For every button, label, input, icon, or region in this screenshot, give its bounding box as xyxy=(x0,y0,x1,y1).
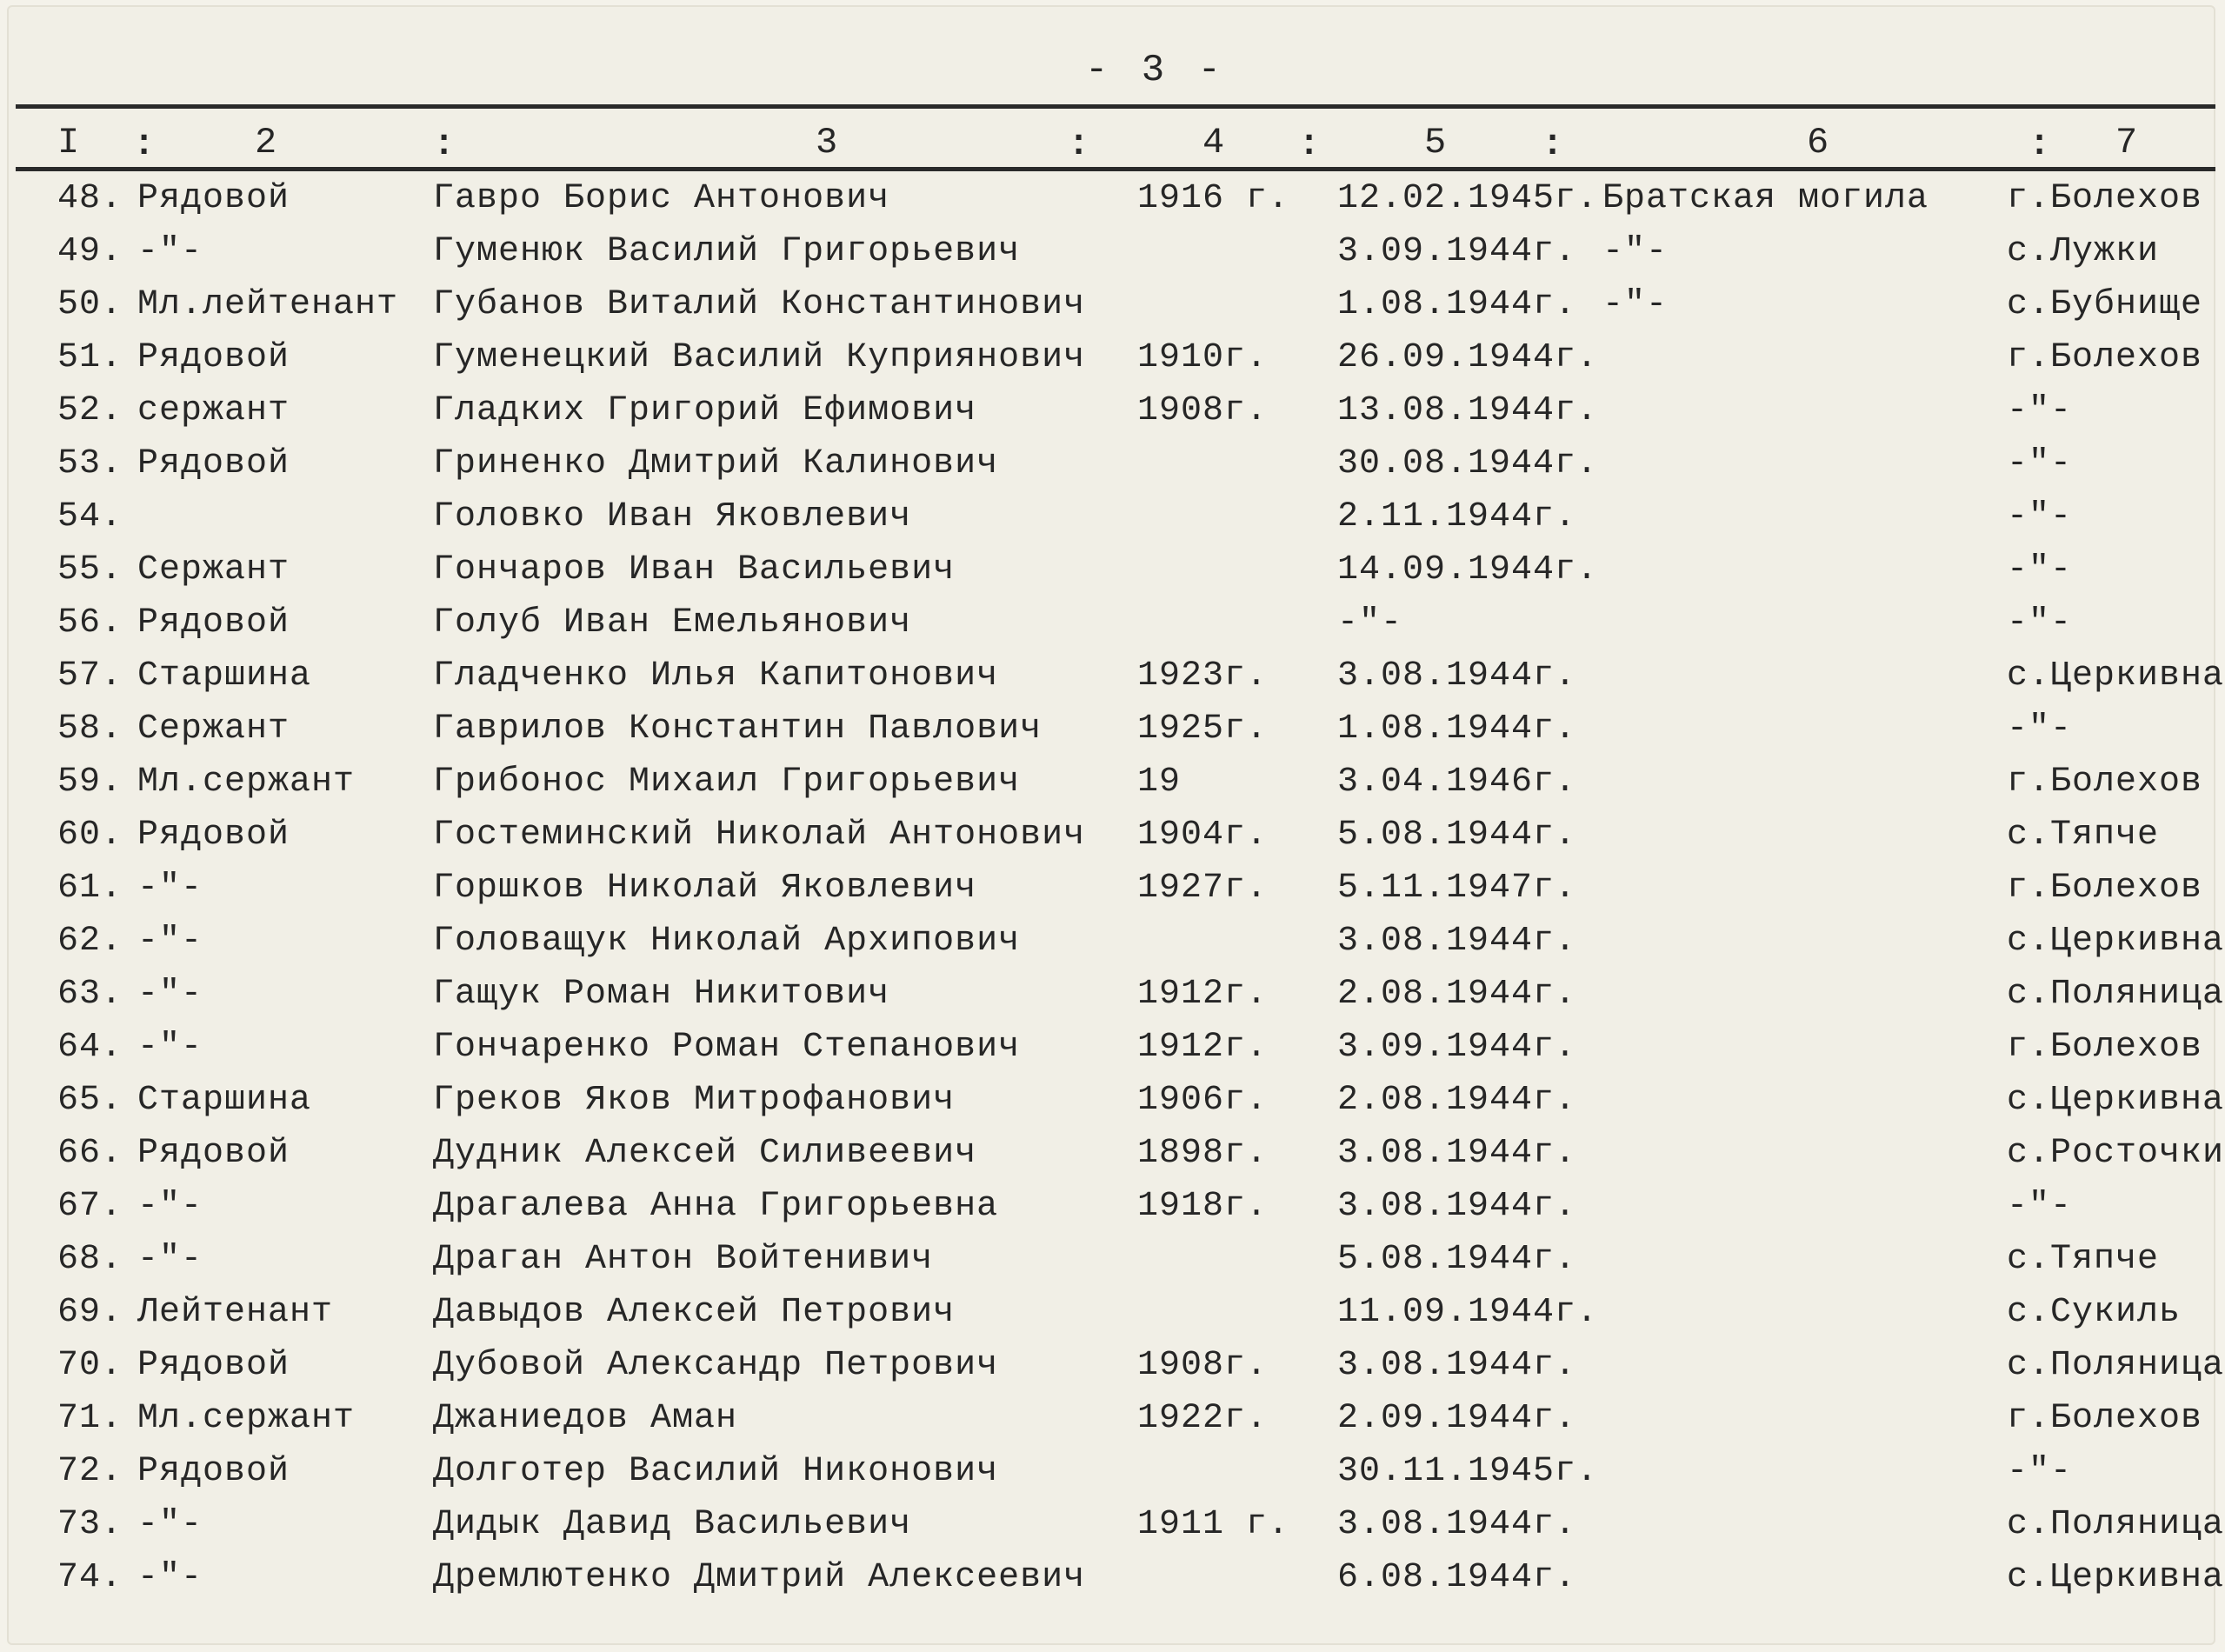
burial-place: г.Болехов xyxy=(2007,1028,2203,1067)
full-name: Головащук Николай Архипович xyxy=(433,922,1021,961)
burial-place: с.Сукиль xyxy=(2007,1293,2182,1332)
death-date: 6.08.1944г. xyxy=(1337,1558,1577,1597)
burial-place: с.Росточки xyxy=(2007,1134,2225,1173)
rank: -"- xyxy=(137,1240,203,1279)
burial-place: -"- xyxy=(2007,550,2073,590)
table-row xyxy=(7,816,2215,868)
table-row xyxy=(7,869,2215,921)
rank: Старшина xyxy=(137,656,312,696)
full-name: Гончаренко Роман Степанович xyxy=(433,1028,1021,1067)
burial-place: г.Болехов xyxy=(2007,1399,2203,1438)
header-rule xyxy=(16,167,2215,171)
table-row xyxy=(7,1558,2225,1610)
full-name: Гуменецкий Василий Куприянович xyxy=(433,338,1086,377)
birth-year: 1908г. xyxy=(1137,391,1269,430)
full-name: Дидык Давид Васильевич xyxy=(433,1505,912,1544)
death-date: 11.09.1944г. xyxy=(1337,1293,1599,1332)
full-name: Драган Антон Войтенивич xyxy=(433,1240,934,1279)
burial-place: с.Церкивна xyxy=(2007,1558,2225,1597)
full-name: Дудник Алексей Силивеевич xyxy=(433,1134,977,1173)
death-date: 30.11.1945г. xyxy=(1337,1452,1599,1491)
full-name: Джаниедов Аман xyxy=(433,1399,738,1438)
row-number: 74. xyxy=(57,1558,123,1597)
full-name: Губанов Виталий Константинович xyxy=(433,285,1086,324)
row-number: 72. xyxy=(57,1452,123,1491)
rank: Рядовой xyxy=(137,1346,290,1385)
column-header-7: 7 xyxy=(2115,122,2138,163)
death-date: 5.08.1944г. xyxy=(1337,816,1577,855)
table-row xyxy=(7,1028,2215,1080)
table-row xyxy=(7,338,2215,390)
full-name: Грибонос Михаил Григорьевич xyxy=(433,763,1021,802)
table-row xyxy=(7,1505,2225,1557)
burial-type: Братская могила xyxy=(1602,179,1929,218)
birth-year: 1898г. xyxy=(1137,1134,1269,1173)
top-rule xyxy=(16,104,2215,109)
burial-type: -"- xyxy=(1602,232,1669,271)
table-row xyxy=(7,550,2215,603)
column-header-6: 6 xyxy=(1807,122,1829,163)
birth-year: 19 xyxy=(1137,763,1182,802)
row-number: 48. xyxy=(57,179,123,218)
death-date: 3.04.1946г. xyxy=(1337,763,1577,802)
burial-place: с.Поляница xyxy=(2007,1505,2225,1544)
full-name: Гащук Роман Никитович xyxy=(433,975,890,1014)
rank: Мл.лейтенант xyxy=(137,285,399,324)
row-number: 51. xyxy=(57,338,123,377)
table-row xyxy=(7,1134,2225,1186)
death-date: 3.08.1944г. xyxy=(1337,1187,1577,1226)
row-number: 55. xyxy=(57,550,123,590)
burial-place: г.Болехов xyxy=(2007,338,2203,377)
burial-place: г.Болехов xyxy=(2007,179,2203,218)
column-header-4: 4 xyxy=(1202,122,1225,163)
rank: Мл.сержант xyxy=(137,1399,356,1438)
rank: -"- xyxy=(137,1505,203,1544)
full-name: Гладченко Илья Капитонович xyxy=(433,656,999,696)
rank: -"- xyxy=(137,1558,203,1597)
rank: Мл.сержант xyxy=(137,763,356,802)
table-row xyxy=(7,1240,2215,1292)
death-date: 5.08.1944г. xyxy=(1337,1240,1577,1279)
row-number: 57. xyxy=(57,656,123,696)
rank: -"- xyxy=(137,1028,203,1067)
rank: Рядовой xyxy=(137,603,290,643)
column-header-3: 3 xyxy=(816,122,838,163)
burial-type: -"- xyxy=(1602,285,1669,324)
full-name: Греков Яков Митрофанович xyxy=(433,1081,956,1120)
birth-year: 1908г. xyxy=(1137,1346,1269,1385)
birth-year: 1922г. xyxy=(1137,1399,1269,1438)
burial-place: с.Церкивна xyxy=(2007,1081,2225,1120)
death-date: 1.08.1944г. xyxy=(1337,709,1577,749)
death-date: 3.08.1944г. xyxy=(1337,922,1577,961)
table-row xyxy=(7,1346,2225,1398)
rank: Рядовой xyxy=(137,1134,290,1173)
full-name: Гаврилов Константин Павлович xyxy=(433,709,1043,749)
row-number: 53. xyxy=(57,444,123,483)
rank: Сержант xyxy=(137,709,290,749)
rank: Рядовой xyxy=(137,816,290,855)
row-number: 69. xyxy=(57,1293,123,1332)
burial-place: с.Тяпче xyxy=(2007,816,2160,855)
full-name: Драгалева Анна Григорьевна xyxy=(433,1187,999,1226)
table-row xyxy=(7,603,2215,656)
death-date: 12.02.1945г. xyxy=(1337,179,1599,218)
death-date: 30.08.1944г. xyxy=(1337,444,1599,483)
death-date: 1.08.1944г. xyxy=(1337,285,1577,324)
page-number: - 3 - xyxy=(1085,49,1227,92)
burial-place: с.Церкивна xyxy=(2007,922,2225,961)
column-separator: : xyxy=(1542,123,1564,165)
burial-place: -"- xyxy=(2007,444,2073,483)
burial-place: с.Лужки xyxy=(2007,232,2160,271)
death-date: 3.09.1944г. xyxy=(1337,232,1577,271)
burial-place: -"- xyxy=(2007,1452,2073,1491)
column-header-1: I xyxy=(57,122,80,163)
birth-year: 1911 г. xyxy=(1137,1505,1290,1544)
death-date: 3.08.1944г. xyxy=(1337,1134,1577,1173)
full-name: Долготер Василий Никонович xyxy=(433,1452,999,1491)
burial-place: -"- xyxy=(2007,709,2073,749)
full-name: Гостеминский Николай Антонович xyxy=(433,816,1086,855)
row-number: 71. xyxy=(57,1399,123,1438)
death-date: 13.08.1944г. xyxy=(1337,391,1599,430)
rank: Рядовой xyxy=(137,1452,290,1491)
row-number: 56. xyxy=(57,603,123,643)
row-number: 66. xyxy=(57,1134,123,1173)
full-name: Горшков Николай Яковлевич xyxy=(433,869,977,908)
column-separator: : xyxy=(133,123,156,165)
row-number: 67. xyxy=(57,1187,123,1226)
table-row xyxy=(7,444,2215,496)
rank: сержант xyxy=(137,391,290,430)
burial-place: с.Поляница xyxy=(2007,975,2225,1014)
row-number: 54. xyxy=(57,497,123,536)
rank: -"- xyxy=(137,922,203,961)
rank: Рядовой xyxy=(137,444,290,483)
burial-place: с.Тяпче xyxy=(2007,1240,2160,1279)
full-name: Гавро Борис Антонович xyxy=(433,179,890,218)
table-row xyxy=(7,709,2215,762)
row-number: 61. xyxy=(57,869,123,908)
full-name: Головко Иван Яковлевич xyxy=(433,497,912,536)
rank: -"- xyxy=(137,232,203,271)
burial-place: -"- xyxy=(2007,497,2073,536)
table-row xyxy=(7,1399,2215,1451)
row-number: 63. xyxy=(57,975,123,1014)
table-row xyxy=(7,391,2215,443)
column-header-2: 2 xyxy=(255,122,277,163)
death-date: 2.09.1944г. xyxy=(1337,1399,1577,1438)
burial-place: -"- xyxy=(2007,603,2073,643)
row-number: 49. xyxy=(57,232,123,271)
birth-year: 1927г. xyxy=(1137,869,1269,908)
full-name: Дубовой Александр Петрович xyxy=(433,1346,999,1385)
row-number: 58. xyxy=(57,709,123,749)
row-number: 70. xyxy=(57,1346,123,1385)
table-row xyxy=(7,1452,2215,1504)
row-number: 62. xyxy=(57,922,123,961)
table-row xyxy=(7,497,2215,550)
rank: Рядовой xyxy=(137,179,290,218)
row-number: 59. xyxy=(57,763,123,802)
full-name: Давыдов Алексей Петрович xyxy=(433,1293,956,1332)
birth-year: 1906г. xyxy=(1137,1081,1269,1120)
rank: -"- xyxy=(137,1187,203,1226)
birth-year: 1918г. xyxy=(1137,1187,1269,1226)
death-date: 26.09.1944г. xyxy=(1337,338,1599,377)
table-row xyxy=(7,285,2215,337)
row-number: 60. xyxy=(57,816,123,855)
birth-year: 1916 г. xyxy=(1137,179,1290,218)
birth-year: 1925г. xyxy=(1137,709,1269,749)
column-separator: : xyxy=(2028,123,2051,165)
rank: Старшина xyxy=(137,1081,312,1120)
row-number: 52. xyxy=(57,391,123,430)
table-row xyxy=(7,232,2215,284)
table-row xyxy=(7,1187,2215,1239)
row-number: 73. xyxy=(57,1505,123,1544)
full-name: Гончаров Иван Васильевич xyxy=(433,550,956,590)
death-date: 2.08.1944г. xyxy=(1337,975,1577,1014)
full-name: Дремлютенко Дмитрий Алексеевич xyxy=(433,1558,1086,1597)
table-row xyxy=(7,922,2225,974)
burial-place: г.Болехов xyxy=(2007,763,2203,802)
birth-year: 1910г. xyxy=(1137,338,1269,377)
rank: Лейтенант xyxy=(137,1293,334,1332)
burial-place: -"- xyxy=(2007,391,2073,430)
birth-year: 1904г. xyxy=(1137,816,1269,855)
death-date: 3.08.1944г. xyxy=(1337,1346,1577,1385)
full-name: Гуменюк Василий Григорьевич xyxy=(433,232,1021,271)
burial-place: с.Поляница xyxy=(2007,1346,2225,1385)
rank: Рядовой xyxy=(137,338,290,377)
death-date: 3.09.1944г. xyxy=(1337,1028,1577,1067)
full-name: Голуб Иван Емельянович xyxy=(433,603,912,643)
burial-place: -"- xyxy=(2007,1187,2073,1226)
table-row xyxy=(7,763,2215,815)
birth-year: 1912г. xyxy=(1137,1028,1269,1067)
death-date: 2.08.1944г. xyxy=(1337,1081,1577,1120)
row-number: 64. xyxy=(57,1028,123,1067)
row-number: 50. xyxy=(57,285,123,324)
column-separator: : xyxy=(433,123,456,165)
death-date: 5.11.1947г. xyxy=(1337,869,1577,908)
death-date: 3.08.1944г. xyxy=(1337,1505,1577,1544)
table-row xyxy=(7,179,2215,231)
burial-place: с.Церкивна xyxy=(2007,656,2225,696)
burial-place: г.Болехов xyxy=(2007,869,2203,908)
column-separator: : xyxy=(1068,123,1090,165)
death-date: -"- xyxy=(1337,603,1403,643)
rank: Сержант xyxy=(137,550,290,590)
document-page xyxy=(7,5,2225,1645)
rank: -"- xyxy=(137,975,203,1014)
rank: -"- xyxy=(137,869,203,908)
column-header-5: 5 xyxy=(1424,122,1447,163)
table-row xyxy=(7,656,2225,709)
full-name: Гриненко Дмитрий Калинович xyxy=(433,444,999,483)
death-date: 3.08.1944г. xyxy=(1337,656,1577,696)
death-date: 2.11.1944г. xyxy=(1337,497,1577,536)
table-row xyxy=(7,975,2225,1027)
full-name: Гладких Григорий Ефимович xyxy=(433,391,977,430)
row-number: 68. xyxy=(57,1240,123,1279)
birth-year: 1912г. xyxy=(1137,975,1269,1014)
column-separator: : xyxy=(1298,123,1321,165)
burial-place: с.Бубнище xyxy=(2007,285,2203,324)
row-number: 65. xyxy=(57,1081,123,1120)
table-row xyxy=(7,1081,2225,1133)
birth-year: 1923г. xyxy=(1137,656,1269,696)
table-row xyxy=(7,1293,2215,1345)
death-date: 14.09.1944г. xyxy=(1337,550,1599,590)
